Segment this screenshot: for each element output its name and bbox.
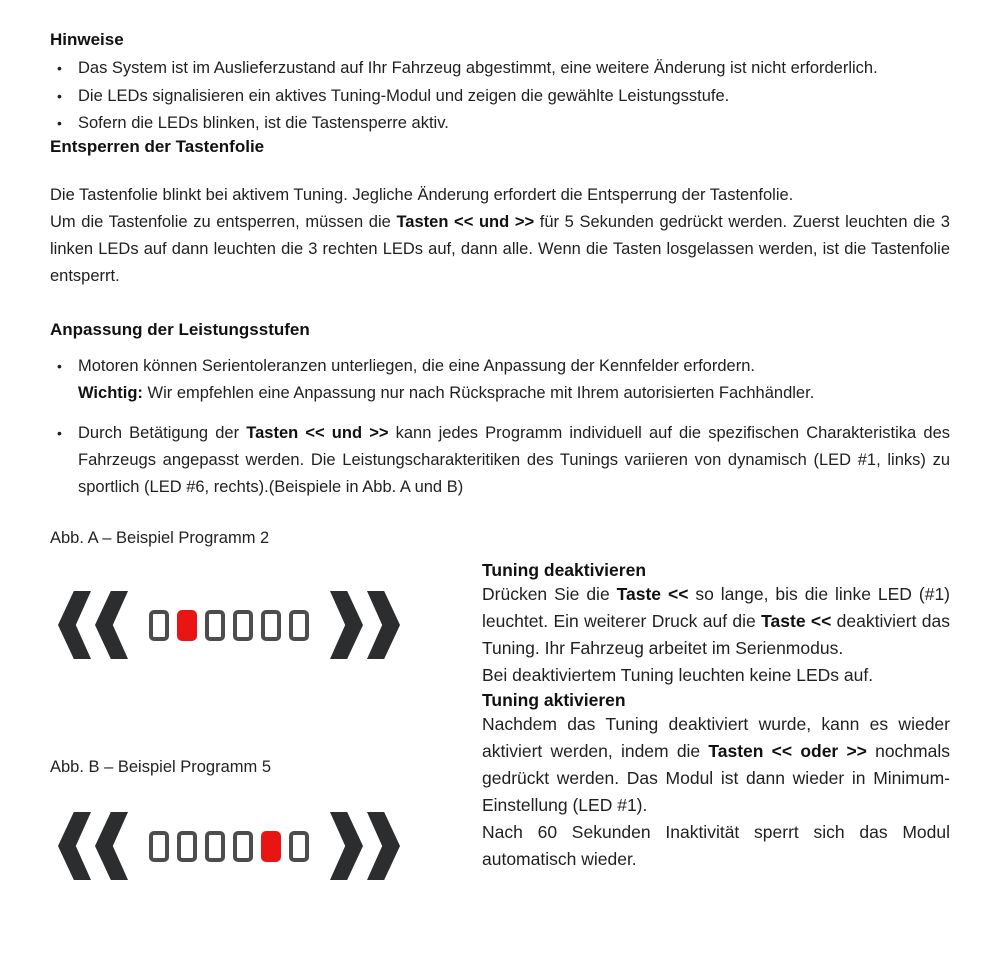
led-3 (205, 610, 225, 641)
entsperren-line2 (50, 209, 950, 290)
bullet-text: Die LEDs signalisieren ein aktives Tuning-Modul und zeigen die gewählte Leistungsstufe. (78, 87, 730, 105)
text-run: für 5 Sekunden gedrückt werden. Zuerst leuchten die 3 linken LEDs auf dann leuchten die 3 rechten LEDs auf, dann alle. Wenn die Tasten losgelassen werden, ist die Tastenfolie entsperrt. (50, 213, 950, 285)
bold-run: Wichtig: (78, 384, 143, 402)
activate-title: Tuning aktivieren (482, 690, 626, 710)
list-item (50, 420, 950, 501)
chevron-left-icon (95, 591, 128, 659)
chevron-left-icon (58, 591, 128, 659)
bullet-icon: • (57, 60, 62, 76)
lock-note: Nach 60 Sekunden Inaktivität sperrt sich das Modul automatisch wieder. (482, 822, 950, 869)
bullet-icon: • (57, 115, 62, 131)
led-6 (289, 831, 309, 862)
figure-columns (50, 527, 950, 884)
bullet-text: Sofern die LEDs blinken, ist die Tastensperre aktiv. (78, 114, 449, 132)
section-anpassung (50, 320, 950, 501)
hinweise-list (50, 55, 950, 137)
led-display-figure-b (58, 808, 482, 884)
chevron-right-icon (330, 812, 363, 880)
chevron-right-icon (330, 591, 400, 659)
text-run: kann jedes Programm individuell auf die spezifischen Charakteristika des Fahrzeugs angepasst werden. Die Leistungscharakteritiken des Tunings variieren von dynamisch (LED #1, links) zu sportlich (LED #6, rechts).(Beispiele in Abb. A und B) (78, 424, 950, 496)
anpassung-title: Anpassung der Leistungsstufen (50, 320, 310, 339)
text-run: Wir empfehlen eine Anpassung nur nach Rücksprache mit Ihrem autorisierten Fachhändler. (142, 384, 815, 402)
list-item (50, 83, 950, 110)
bullet-text (78, 420, 950, 501)
bullet-icon: • (57, 358, 62, 374)
entsperren-paragraph (50, 182, 950, 290)
bullet-text (78, 353, 950, 407)
bold-run: Tasten << oder >> (708, 741, 867, 761)
list-item (50, 55, 950, 82)
chevron-right-icon (330, 591, 363, 659)
led-4 (233, 610, 253, 641)
figure-a-caption: Abb. A – Beispiel Programm 2 (50, 529, 270, 547)
led-5-active (261, 831, 281, 862)
chevron-left-icon (58, 812, 91, 880)
text-run: nochmals gedrückt werden. Das Modul ist dann wieder in Minimum-Einstellung (LED #1). (482, 741, 950, 815)
led-display-figure-a (58, 587, 482, 663)
bold-run: Taste << (761, 611, 832, 631)
text-run: Motoren können Serientoleranzen unterliegen, die eine Anpassung der Kennfelder erfordern. (78, 357, 755, 375)
bold-run: Taste << (616, 584, 689, 604)
entsperren-title: Entsperren der Tastenfolie (50, 137, 265, 156)
led-6 (289, 610, 309, 641)
section-entsperren (50, 137, 950, 290)
list-item (50, 353, 950, 407)
led-3 (205, 831, 225, 862)
text-run: so lange, bis die linke LED (#1) leuchtet. Ein weiterer Druck auf die (482, 584, 951, 631)
led-1 (149, 610, 169, 641)
bullet-icon: • (57, 88, 62, 104)
led-1 (149, 831, 169, 862)
chevron-right-icon (367, 591, 400, 659)
figure-b-caption: Abb. B – Beispiel Programm 5 (50, 758, 272, 776)
text-run: Um die Tastenfolie zu entsperren, müssen die (50, 213, 397, 231)
bold-run: Tasten << und >> (396, 213, 535, 231)
led-4 (233, 831, 253, 862)
chevron-left-icon (95, 812, 128, 880)
bullet-icon: • (57, 425, 62, 441)
section-hinweise (50, 30, 950, 137)
deactivate-note: Bei deaktiviertem Tuning leuchten keine LEDs auf. (482, 665, 874, 685)
chevron-right-icon (330, 812, 400, 880)
chevron-right-icon (367, 812, 400, 880)
led-row (149, 610, 309, 641)
bold-run: Tasten << und >> (246, 424, 389, 442)
activate-paragraph (482, 711, 950, 819)
anpassung-list (50, 353, 950, 501)
text-run: Drücken Sie die (482, 584, 617, 604)
deactivate-title: Tuning deaktivieren (482, 560, 647, 580)
tuning-column (482, 527, 950, 884)
text-run: Nachdem das Tuning deaktiviert wurde, kann es wieder aktiviert werden, indem die (482, 714, 950, 761)
bullet-text: Das System ist im Auslieferzustand auf Ihr Fahrzeug abgestimmt, eine weitere Änderung ist nicht erforderlich. (78, 59, 878, 77)
chevron-left-icon (58, 812, 128, 880)
list-item (50, 110, 950, 137)
figures-column (50, 527, 482, 884)
text-run: deaktiviert das Tuning. Ihr Fahrzeug arbeitet im Serienmodus. (482, 611, 951, 658)
led-row (149, 831, 309, 862)
entsperren-line1: Die Tastenfolie blinkt bei aktivem Tuning. Jegliche Änderung erfordert die Entsperrung der Tastenfolie. (50, 186, 794, 204)
chevron-left-icon (58, 591, 91, 659)
led-2-active (177, 610, 197, 641)
hinweise-title: Hinweise (50, 30, 124, 49)
led-5 (261, 610, 281, 641)
text-run: Durch Betätigung der (78, 424, 247, 442)
led-2 (177, 831, 197, 862)
deactivate-paragraph (482, 581, 950, 662)
